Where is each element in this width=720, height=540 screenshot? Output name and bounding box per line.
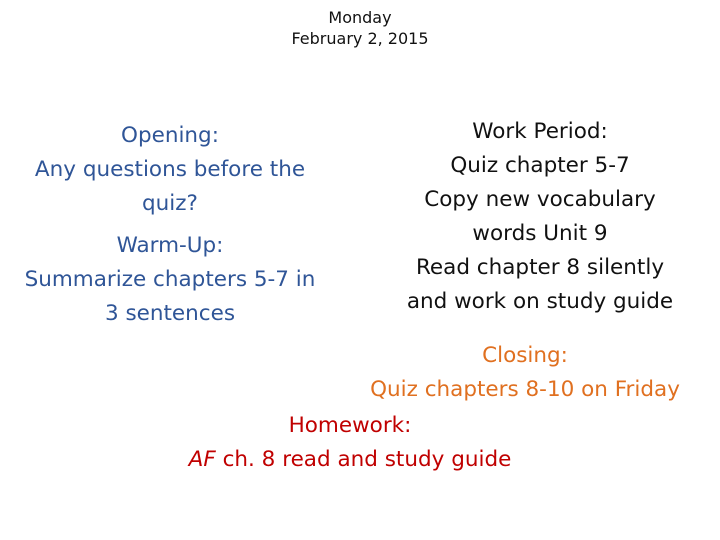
closing-line-1: Quiz chapters 8-10 on Friday xyxy=(370,377,680,402)
work-period-column xyxy=(360,115,720,319)
work-period-item: Read chapter 8 silently xyxy=(415,255,665,280)
opening-line-2: quiz? xyxy=(142,191,198,216)
work-period-item: and work on study guide xyxy=(406,289,674,314)
homework-section xyxy=(150,409,550,477)
left-column xyxy=(0,119,340,331)
homework-heading: Homework: xyxy=(288,413,412,438)
work-period-item: Copy new vocabulary xyxy=(424,187,656,212)
day-label: Monday xyxy=(328,8,392,27)
warmup-line-1: Summarize chapters 5-7 in xyxy=(24,267,316,292)
date-label: February 2, 2015 xyxy=(291,29,429,48)
opening-heading: Opening: xyxy=(121,123,219,148)
work-period-item: Quiz chapter 5-7 xyxy=(450,153,630,178)
work-period-heading: Work Period: xyxy=(472,119,608,144)
work-period-item: words Unit 9 xyxy=(472,221,608,246)
closing-heading: Closing: xyxy=(482,343,568,368)
date-header xyxy=(0,7,720,49)
closing-section xyxy=(340,339,710,407)
opening-line-1: Any questions before the xyxy=(34,157,306,182)
warmup-heading: Warm-Up: xyxy=(116,233,224,258)
homework-book-title: AF xyxy=(188,447,216,472)
warmup-line-2: 3 sentences xyxy=(104,301,236,326)
homework-line xyxy=(150,443,550,477)
homework-task: ch. 8 read and study guide xyxy=(215,447,512,472)
